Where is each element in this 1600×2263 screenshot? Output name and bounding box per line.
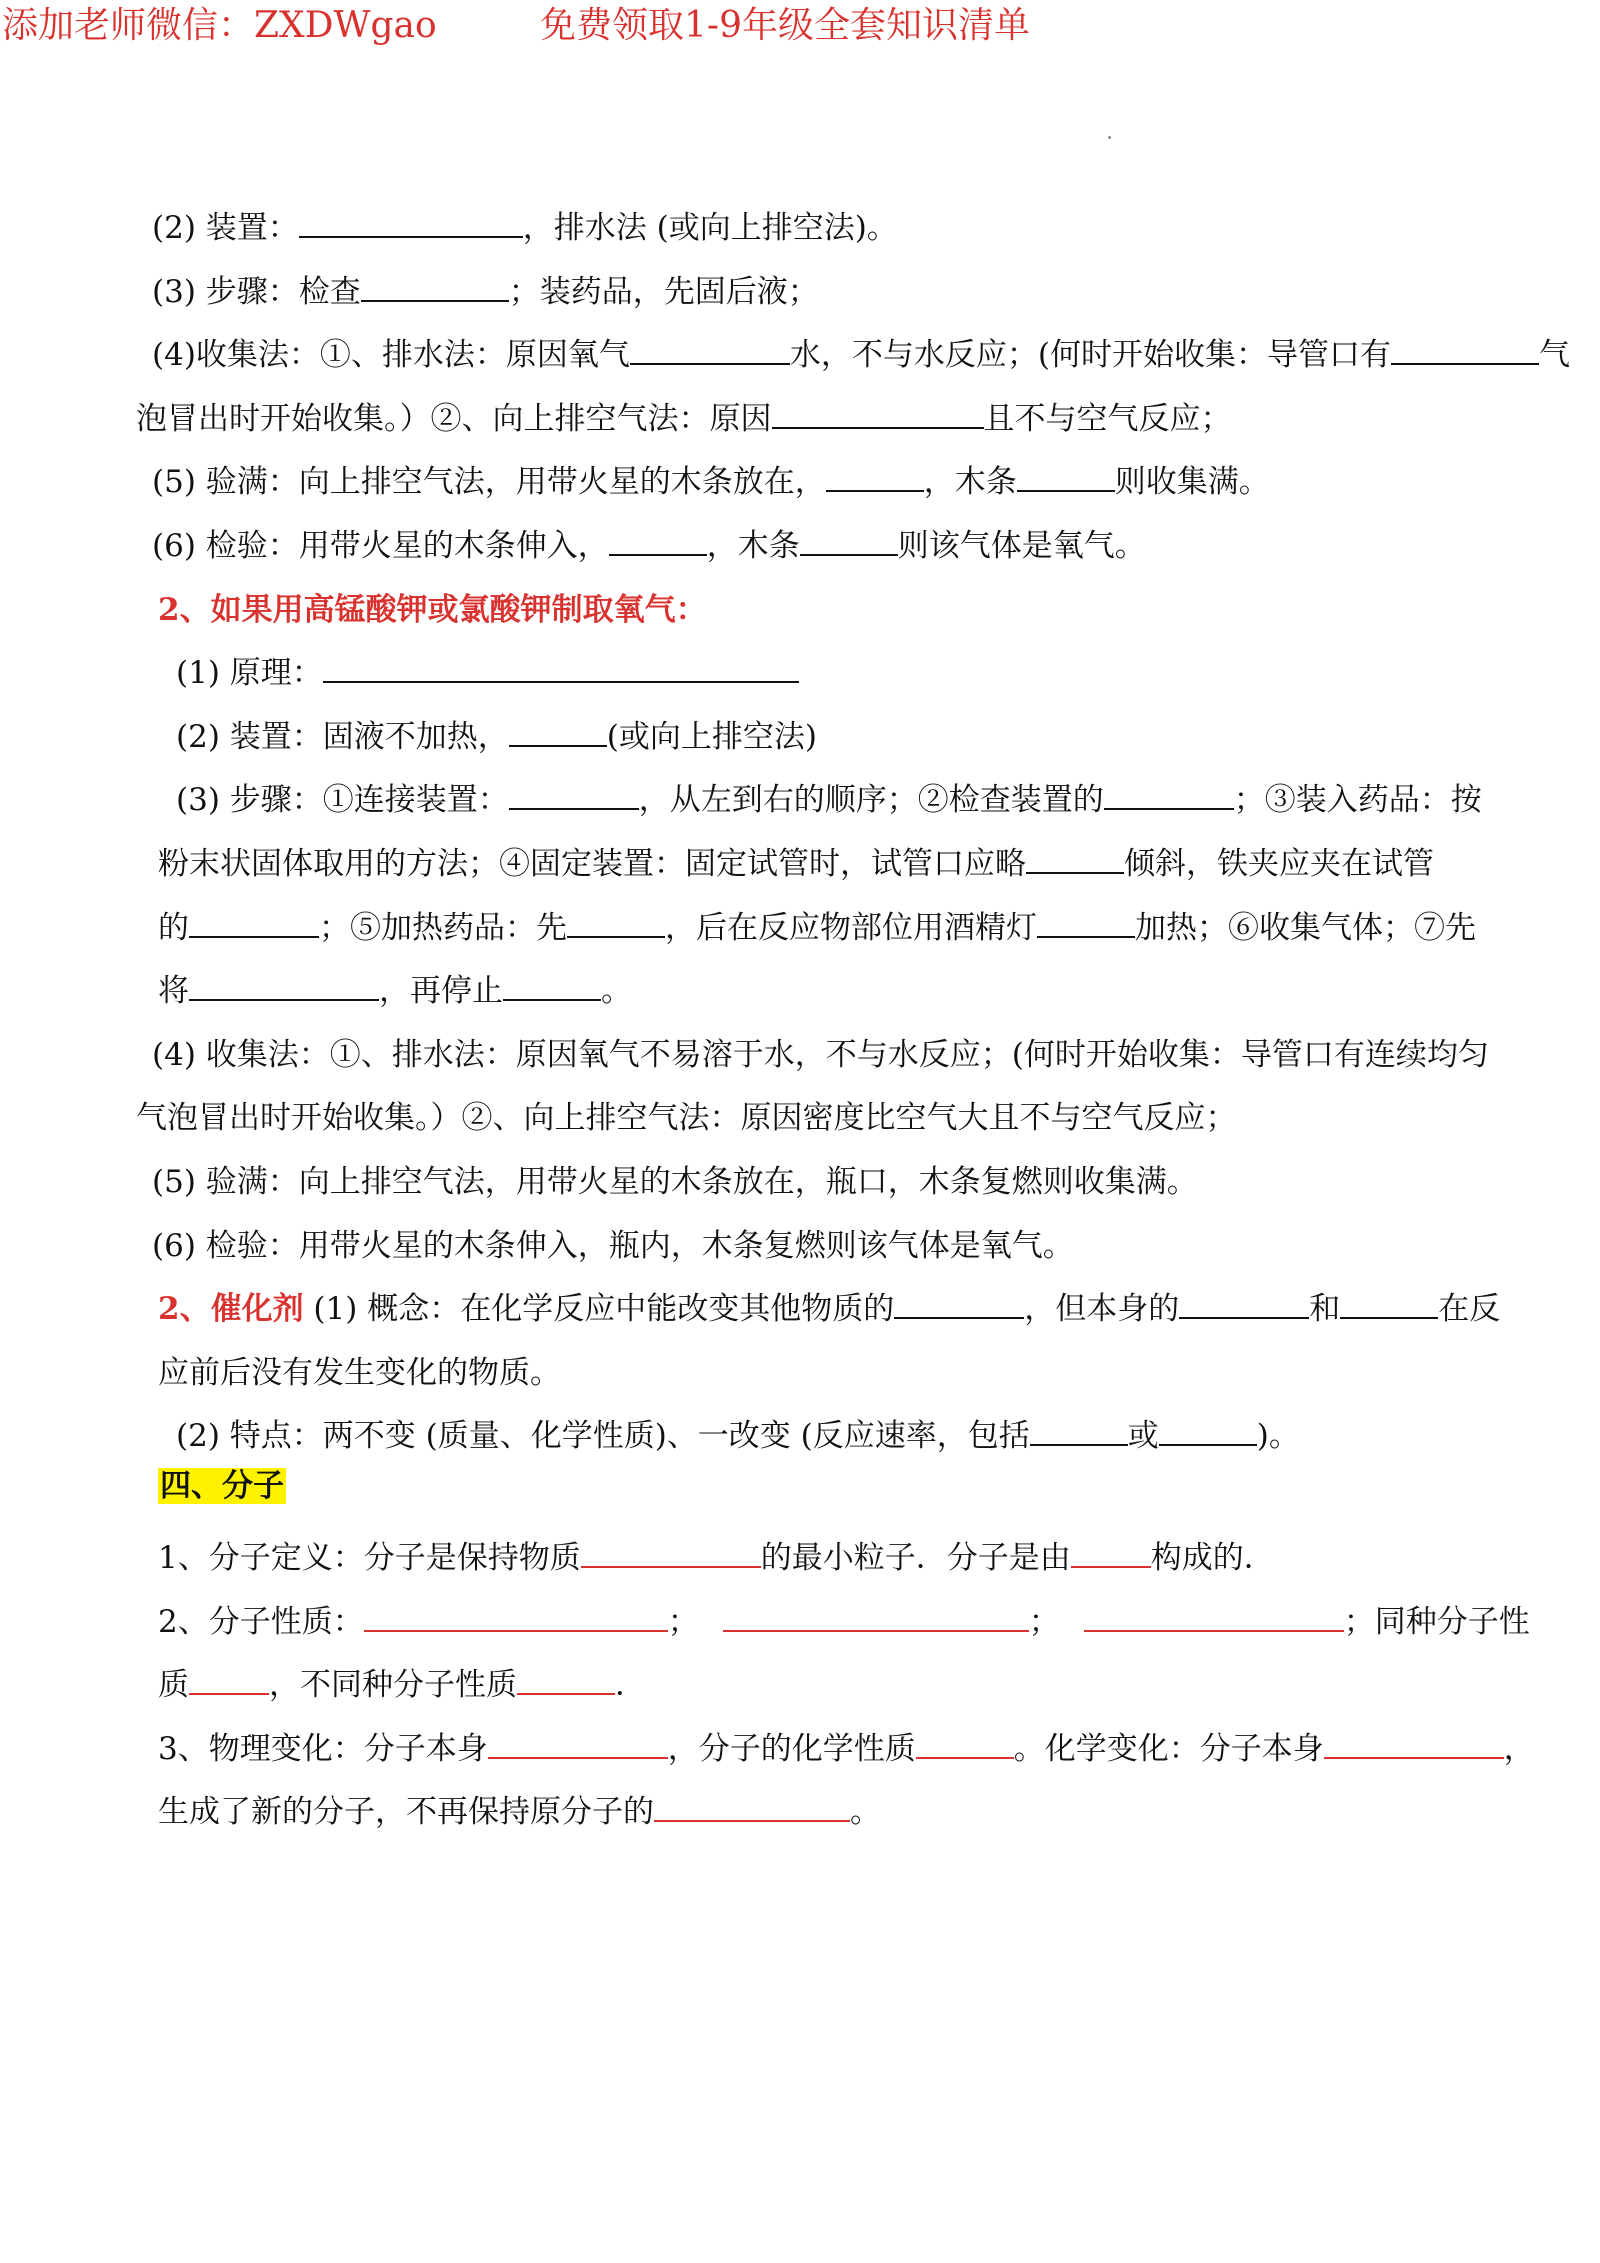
stray-dot: [1108, 136, 1111, 139]
blank: [1084, 1600, 1344, 1632]
blank: [361, 270, 509, 302]
blank: [800, 524, 898, 556]
blank: [1324, 1727, 1504, 1759]
blank: [654, 1790, 850, 1822]
line-steps: (3) 步骤：检查 ；装药品，先固后液；: [152, 270, 819, 314]
line-full-check: (5) 验满：向上排空气法，用带火星的木条放在， ，木条 则收集满。: [152, 460, 1270, 504]
line-device: (2) 装置： ，排水法 (或向上排空法)。: [152, 206, 898, 250]
blank: [364, 1600, 668, 1632]
blank: [488, 1727, 668, 1759]
line-collect: (4)收集法：①、排水法：原因氧气 水，不与水反应；(何时开始收集：导管口有 气: [152, 333, 1570, 377]
blank: [189, 1663, 269, 1695]
line-collect-cont: 泡冒出时开始收集。）②、向上排空气法：原因 且不与空气反应；: [136, 397, 1232, 441]
blank: [1017, 460, 1115, 492]
line-test: (6) 检验：用带火星的木条伸入， ，木条 则该气体是氧气。: [152, 524, 1146, 568]
teacher-contact: 添加老师微信：ZXDWgao: [2, 5, 437, 46]
blank: [509, 715, 607, 747]
blank: [517, 1663, 615, 1695]
blank: [916, 1727, 1014, 1759]
line-steps-2c: 的 ；⑤加热药品：先 ，后在反应物部位用酒精灯 加热；⑥收集气体；⑦先: [158, 906, 1476, 950]
blank: [503, 969, 601, 1001]
blank: [1026, 842, 1124, 874]
blank: [826, 460, 924, 492]
blank: [772, 397, 984, 429]
line-full-check-2: (5) 验满：向上排空气法，用带火星的木条放在，瓶口，木条复燃则收集满。: [152, 1164, 1198, 1200]
blank: [1030, 1414, 1128, 1446]
line-steps-2b: 粉末状固体取用的方法；④固定装置：固定试管时，试管口应略 倾斜，铁夹应夹在试管: [158, 842, 1434, 886]
line-catalyst-features: (2) 特点：两不变 (质量、化学性质)、一改变 (反应速率，包括 或 )。: [176, 1414, 1300, 1458]
blank: [323, 651, 799, 683]
blank: [189, 906, 319, 938]
blank: [581, 1536, 761, 1568]
line-molecule-def: 1、分子定义：分子是保持物质 的最小粒子．分子是由 构成的．: [158, 1536, 1275, 1580]
line-collect-2: (4) 收集法：①、排水法：原因氧气不易溶于水，不与水反应；(何时开始收集：导管口有连续均匀: [152, 1037, 1489, 1073]
line-test-2: (6) 检验：用带火星的木条伸入，瓶内，木条复燃则该气体是氧气。: [152, 1228, 1074, 1264]
section-heading-kmno4: 2、如果用高锰酸钾或氯酸钾制取氧气：: [158, 592, 707, 628]
catalyst-heading: 2、催化剂: [158, 1291, 304, 1327]
blank: [509, 778, 639, 810]
line-principle: (1) 原理：: [176, 651, 799, 695]
line-molecule-props: 2、分子性质： ； ； ；同种分子性: [158, 1600, 1530, 1644]
line-steps-2: (3) 步骤：①连接装置： ，从左到右的顺序；②检查装置的 ；③装入药品：按: [176, 778, 1482, 822]
molecule-section-heading: 四、分子: [160, 1468, 284, 1504]
blank: [567, 906, 665, 938]
line-steps-2d: 将 ，再停止 。: [158, 969, 632, 1013]
promo-text: 免费领取1-9年级全套知识清单: [540, 5, 1030, 46]
blank: [1340, 1287, 1438, 1319]
blank: [723, 1600, 1029, 1632]
blank: [1179, 1287, 1309, 1319]
line-device-2: (2) 装置：固液不加热， (或向上排空法): [176, 715, 817, 759]
line-molecule-props-b: 质 ，不同种分子性质 ．: [158, 1663, 646, 1707]
blank: [1071, 1536, 1151, 1568]
blank: [1391, 333, 1539, 365]
blank: [630, 333, 790, 365]
blank: [1037, 906, 1135, 938]
blank: [894, 1287, 1024, 1319]
line-catalyst: 2、催化剂 (1) 概念：在化学反应中能改变其他物质的 ，但本身的 和 在反: [158, 1287, 1500, 1331]
line-changes-b: 生成了新的分子，不再保持原分子的 。: [158, 1790, 881, 1834]
blank: [189, 969, 379, 1001]
blank: [1104, 778, 1234, 810]
line-changes: 3、物理变化：分子本身 ，分子的化学性质 。化学变化：分子本身 ，: [158, 1727, 1535, 1771]
blank: [299, 206, 523, 238]
watermark-header: [0, 0, 1600, 60]
blank: [1159, 1414, 1257, 1446]
line-collect-2b: 气泡冒出时开始收集。）②、向上排空气法：原因密度比空气大且不与空气反应；: [136, 1100, 1237, 1136]
line-catalyst-b: 应前后没有发生变化的物质。: [158, 1355, 561, 1391]
blank: [609, 524, 707, 556]
